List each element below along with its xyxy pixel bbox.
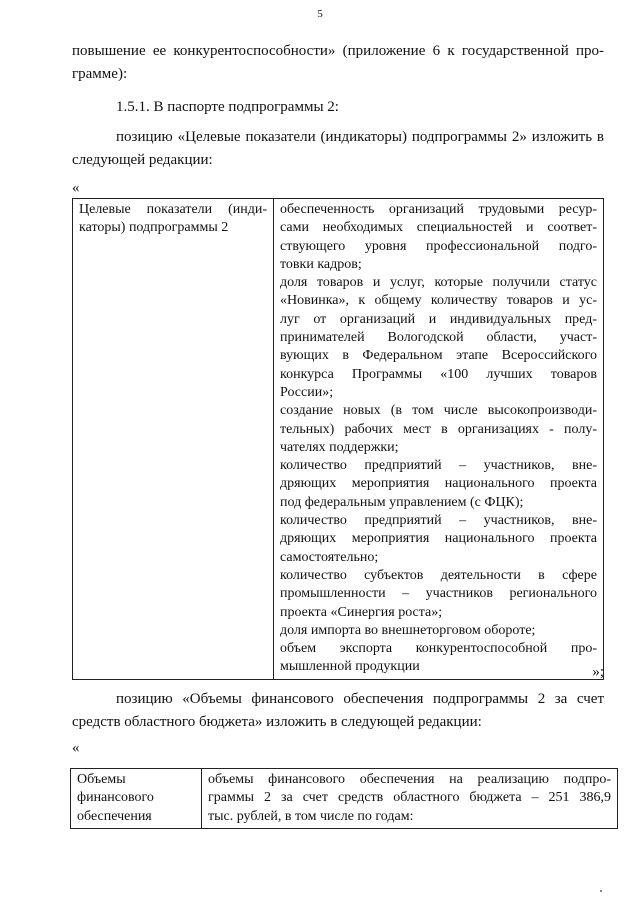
table-cell-line: промышленности – участников регионального	[280, 586, 597, 602]
section-heading-text: 1.5.1. В паспорте подпрограммы 2:	[116, 99, 339, 115]
table-cell-line: самостоятельно;	[280, 549, 379, 565]
instruction1-line-2: следующей редакции:	[72, 152, 213, 168]
table-cell-line: количество предприятий – участников, вне-	[280, 458, 597, 474]
indicators-label-cell	[73, 199, 274, 680]
table-cell-line: ствующего уровня профессиональной подго-	[280, 238, 597, 254]
instruction2-line-1: позицию «Объемы финансового обеспечения подпрограммы 2 за счет	[116, 691, 604, 707]
financing-text	[208, 771, 611, 826]
table-cell-line: объемы финансового обеспечения на реализацию подпро-	[208, 772, 611, 787]
intro-line-2: грамме):	[72, 66, 128, 82]
financing-content-cell	[202, 769, 618, 829]
instruction-paragraph-1	[72, 126, 604, 172]
intro-paragraph	[72, 40, 604, 86]
page-number: 5	[317, 8, 323, 20]
table-cell-line: товки кадров;	[280, 256, 362, 272]
closing-quote-1: »;	[592, 664, 604, 680]
table2-left-line: обеспечения	[77, 808, 152, 824]
table-cell-line: вующих в Федеральном этапе Всероссийского	[280, 348, 597, 364]
financing-label-cell	[71, 769, 202, 829]
table-cell-line: объем экспорта конкурентоспособной про-	[280, 641, 597, 657]
table-cell-line: количество субъектов деятельности в сфере	[280, 567, 597, 583]
section-heading	[72, 96, 604, 119]
scan-speck	[600, 890, 602, 892]
financing-table	[70, 768, 618, 829]
table-cell-line: России»;	[280, 384, 334, 400]
table-cell-line: чателях поддержки;	[280, 439, 399, 455]
table1-left-line: Целевые показатели (инди-	[79, 202, 267, 217]
table-cell-line: «Новинка», к общему количеству товаров и ус-	[280, 293, 597, 309]
table-cell-line: мышленной продукции	[280, 659, 420, 675]
table2-left-line: Объемы	[77, 772, 126, 787]
indicators-table	[72, 198, 604, 680]
table-row	[71, 769, 618, 829]
table-cell-line: дряющих мероприятия национального проекта	[280, 531, 597, 547]
indicators-list	[280, 201, 597, 677]
table2-left-line: финансового	[77, 790, 154, 806]
table-cell-line: доля импорта во внешнеторговом обороте;	[280, 622, 536, 638]
table-cell-line: принимателей Вологодской области, участ-	[280, 330, 597, 346]
instruction1-line-1: позицию «Целевые показатели (индикаторы) подпрограммы 2» изложить в	[116, 129, 604, 145]
table-cell-line: под федеральным управлением (с ФЦК);	[280, 494, 524, 510]
table-cell-line: тыс. рублей, в том числе по годам:	[208, 808, 414, 824]
table-cell-line: проекта «Синергия роста»;	[280, 604, 443, 620]
table-cell-line: доля товаров и услуг, которые получили статус	[280, 275, 597, 291]
table-row	[73, 199, 604, 680]
table-cell-line: обеспеченность организаций трудовыми ресур-	[280, 202, 597, 217]
instruction-paragraph-2	[72, 688, 604, 734]
opening-quote-1: «	[72, 180, 80, 196]
table1-left-line: каторы) подпрограммы 2	[79, 220, 229, 236]
table-cell-line: тельных) рабочих мест в организациях - полу-	[280, 421, 597, 437]
opening-quote-2: «	[72, 740, 80, 756]
table-cell-line: луг от организаций и индивидуальных пред-	[280, 311, 597, 327]
intro-line-1: повышение ее конкурентоспособности» (приложение 6 к государственной про-	[72, 43, 604, 59]
table-cell-line: дряющих мероприятия национального проекта	[280, 476, 597, 492]
table-cell-line: сами необходимых специальностей и соответ-	[280, 220, 597, 236]
table-cell-line: количество предприятий – участников, вне-	[280, 513, 597, 529]
instruction2-line-2: средств областного бюджета» изложить в следующей редакции:	[72, 714, 482, 730]
indicators-content-cell	[274, 199, 604, 680]
table-cell-line: граммы 2 за счет средств областного бюджета – 251 386,9	[208, 790, 611, 806]
table-cell-line: конкурса Программы «100 лучших товаров	[280, 366, 597, 382]
table-cell-line: создание новых (в том числе высокопроизводи-	[280, 403, 597, 419]
